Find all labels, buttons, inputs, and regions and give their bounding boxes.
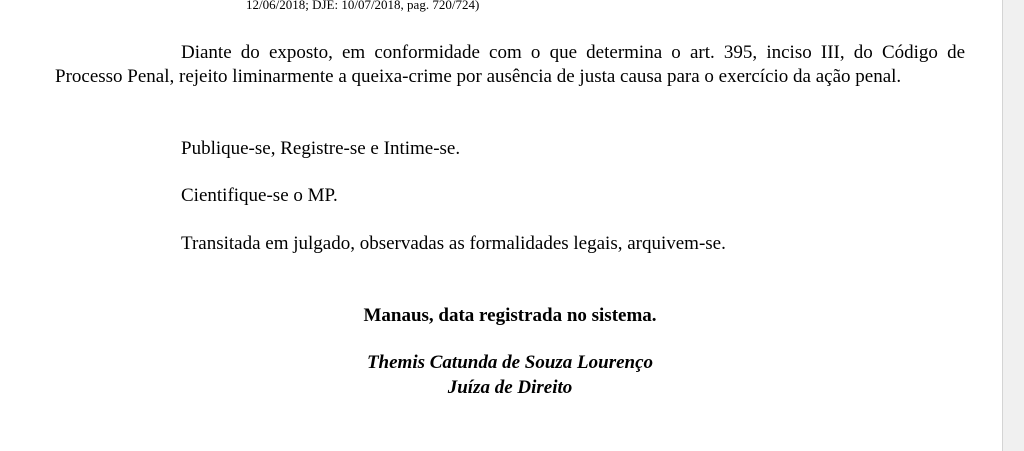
archive-order: Transitada em julgado, observadas as formalidades legais, arquivem-se. (181, 233, 726, 254)
signer-name: Themis Catunda de Souza Lourenço (366, 352, 654, 373)
decision-paragraph-text: Diante do exposto, em conformidade com o que determina o art. 395, inciso III, do Código de Processo Penal, rejeito liminarmente a queixa-crime por ausência de justa causa para o exercício da ação penal. (55, 42, 965, 87)
place-date: Manaus, data registrada no sistema. (363, 305, 657, 326)
decision-paragraph (55, 41, 965, 89)
notify-mp-order: Cientifique-se o MP. (181, 185, 338, 206)
publish-order: Publique-se, Registre-se e Intime-se. (181, 138, 461, 159)
signer-title: Juíza de Direito (447, 377, 573, 398)
citation-tail: 12/06/2018; DJE: 10/07/2018, pag. 720/724) (246, 0, 480, 12)
